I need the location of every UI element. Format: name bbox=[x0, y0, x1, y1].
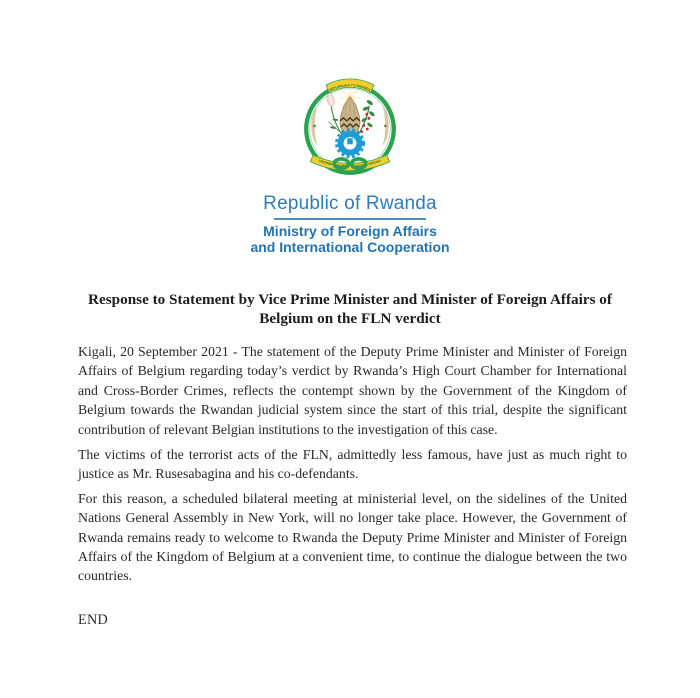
rwanda-coat-of-arms-icon bbox=[288, 72, 412, 184]
emblem-basket bbox=[340, 97, 360, 133]
statement-body bbox=[78, 342, 627, 586]
ministry-name-line1: Ministry of Foreign Affairs bbox=[263, 223, 437, 239]
emblem-top-banner-text: REPUBULIKA Y'U RWANDA bbox=[328, 83, 372, 93]
statement-paragraph-3: For this reason, a scheduled bilateral meeting at ministerial level, on the sidelines of the United Nations General Assembly in New York, will no longer take place. However, the Government of Rwanda remains ready to welcome to Rwanda the Deputy Prime Minister and Minister of Foreign Affairs of the Kingdom of Belgium at a convenient time, to continue the dialogue between the two countries. bbox=[78, 490, 627, 584]
emblem-shield-left bbox=[311, 107, 317, 146]
emblem-bottom-banner-text: UBUMWE - UMURIMO - GUKUNDA IGIHUGU bbox=[318, 158, 382, 169]
end-marker: END bbox=[78, 611, 109, 628]
emblem-sorghum-branch bbox=[325, 93, 342, 136]
rwanda-coat-of-arms bbox=[288, 72, 412, 184]
emblem-coffee-branch bbox=[357, 99, 375, 136]
emblem-shield-right bbox=[383, 107, 389, 146]
emblem-cogwheel bbox=[337, 130, 363, 156]
statement-title: Response to Statement by Vice Prime Minister and Minister of Foreign Affairs of Belgium on the FLN verdict bbox=[88, 291, 612, 327]
letterhead-divider bbox=[274, 218, 426, 220]
letterhead bbox=[0, 193, 700, 255]
country-name: Republic of Rwanda bbox=[263, 193, 437, 214]
statement-paragraph-1: Kigali, 20 September 2021 - The statement of the Deputy Prime Minister and Minister of Foreign Affairs of Belgium regarding today’s verdict by Rwanda’s High Court Chamber for International and Cross-Border Crimes, reflects the contempt shown by the Government of the Kingdom of Belgium towards the Rwandan judicial system since the start of this trial, despite the significant contribution of relevant Belgian institutions to the investigation of this case. bbox=[78, 344, 627, 437]
statement-paragraph-2: The victims of the terrorist acts of the FLN, admittedly less famous, have just as much right to justice as Mr. Rusesabagina and his co-defendants. bbox=[78, 446, 627, 481]
ministry-name-line2: and International Cooperation bbox=[250, 238, 450, 255]
